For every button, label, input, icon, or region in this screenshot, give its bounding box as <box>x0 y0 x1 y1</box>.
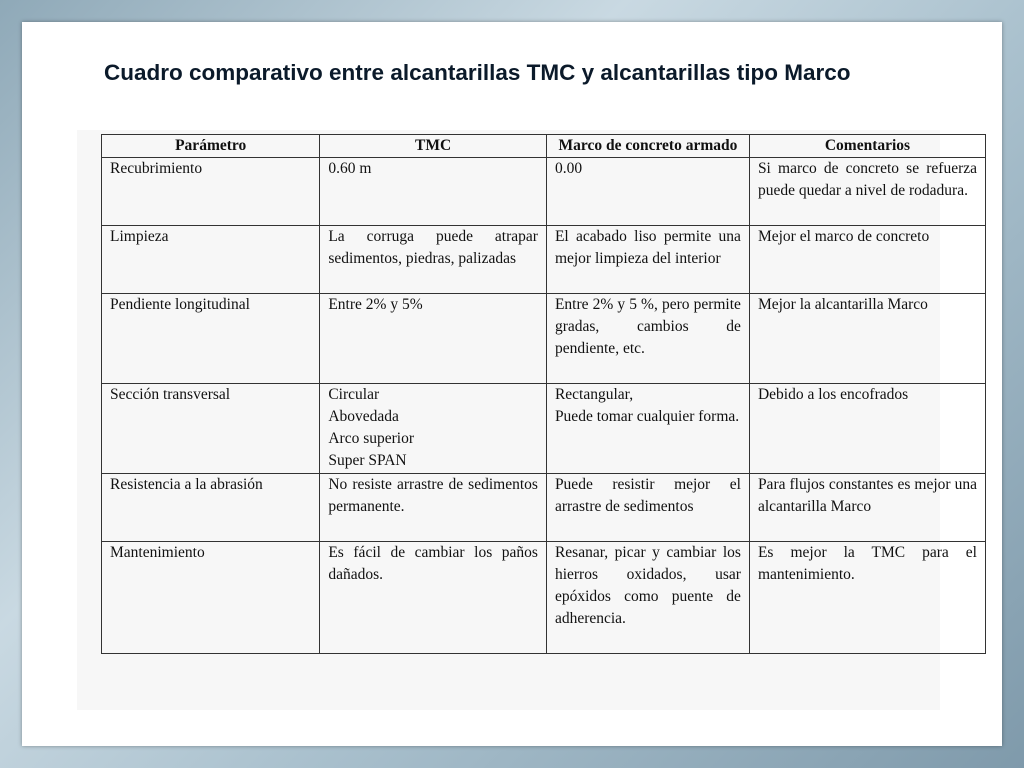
table-row <box>102 158 986 226</box>
comparison-table <box>101 134 986 654</box>
cell-parametro: Sección transversal <box>102 384 320 474</box>
header-tmc: TMC <box>320 135 547 158</box>
header-marco: Marco de concreto armado <box>546 135 749 158</box>
header-parametro: Parámetro <box>102 135 320 158</box>
slide-title: Cuadro comparativo entre alcantarillas TMC y alcantarillas tipo Marco <box>104 60 851 85</box>
table-row <box>102 294 986 384</box>
tmc-shape-line: Circular <box>328 386 380 403</box>
cell-tmc: Entre 2% y 5% <box>320 294 547 384</box>
cell-tmc: 0.60 m <box>320 158 547 226</box>
cell-marco: Puede resistir mejor el arrastre de sedimentos <box>546 474 749 542</box>
cell-comentarios: Para flujos constantes es mejor una alcantarilla Marco <box>749 474 985 542</box>
table-header-row <box>102 135 986 158</box>
cell-comentarios: Mejor la alcantarilla Marco <box>749 294 985 384</box>
cell-marco: 0.00 <box>546 158 749 226</box>
cell-parametro: Mantenimiento <box>102 542 320 654</box>
cell-parametro: Recubrimiento <box>102 158 320 226</box>
cell-comentarios: Mejor el marco de concreto <box>749 226 985 294</box>
cell-parametro: Limpieza <box>102 226 320 294</box>
tmc-shape-line: Abovedada <box>328 408 399 425</box>
slide <box>22 22 1002 746</box>
cell-comentarios: Debido a los encofrados <box>749 384 985 474</box>
cell-marco: Resanar, picar y cambiar los hierros oxidados, usar epóxidos como puente de adherencia. <box>546 542 749 654</box>
cell-comentarios: Es mejor la TMC para el mantenimiento. <box>749 542 985 654</box>
cell-parametro: Pendiente longitudinal <box>102 294 320 384</box>
table-row <box>102 226 986 294</box>
cell-tmc: La corruga puede atrapar sedimentos, piedras, palizadas <box>320 226 547 294</box>
marco-shape-line: Puede tomar cualquier forma. <box>554 408 740 425</box>
cell-parametro: Resistencia a la abrasión <box>102 474 320 542</box>
cell-marco: El acabado liso permite una mejor limpieza del interior <box>546 226 749 294</box>
cell-comentarios: Si marco de concreto se refuerza puede quedar a nivel de rodadura. <box>749 158 985 226</box>
table-panel <box>77 130 977 710</box>
tmc-shape-line: Arco superior <box>328 430 414 447</box>
marco-shape-line: Rectangular, <box>554 386 634 403</box>
table-row <box>102 474 986 542</box>
header-comentarios: Comentarios <box>749 135 985 158</box>
table-row <box>102 542 986 654</box>
table-row <box>102 384 986 474</box>
cell-marco: Entre 2% y 5 %, pero permite gradas, cambios de pendiente, etc. <box>546 294 749 384</box>
cell-marco <box>546 384 749 474</box>
cell-tmc: No resiste arrastre de sedimentos permanente. <box>320 474 547 542</box>
tmc-shape-line: Super SPAN <box>328 452 407 469</box>
cell-tmc: Es fácil de cambiar los paños dañados. <box>320 542 547 654</box>
cell-tmc <box>320 384 547 474</box>
